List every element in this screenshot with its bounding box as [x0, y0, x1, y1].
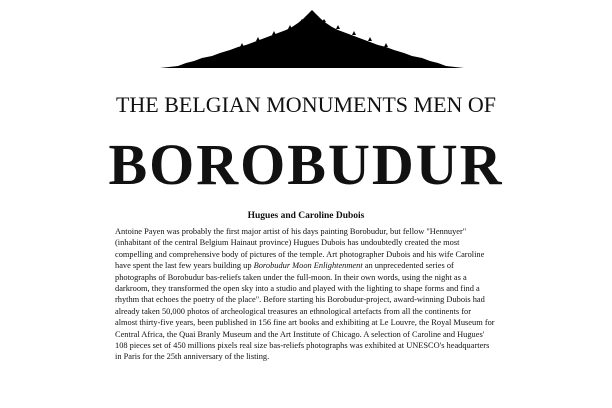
- page-title: BOROBUDUR: [108, 132, 504, 197]
- authors-byline: Hugues and Caroline Dubois: [247, 211, 365, 221]
- article-italic-title: Borobudur Moon Enlightenment: [253, 261, 363, 271]
- article-text-part-2: an unprecedented series of photographs of Borobudur bas-reliefs taken under the full-moon. In their own words, using the night as a darkroom, they transformed the open sky into a studio and played with the lighting to shape forms and find a rhythm that echoes the poetry of the place". Before starting his Borobudur-project, award-winning Dubois had already taken 50,000 photos of archeological treasures an ethnological artefacts from all the continents for almost thirty-five years, been published in 156 fine art books and exhibiting at Le Louvre, the Royal Museum for Central Africa, the Quai Branly Museum and the Art Institute of Chicago. A selection of Caroline and Hugues' 108 pieces set of 450 millions pixels real size bas-reliefs photographs was exhibited at UNESCO's headquarters in Paris for the 25th anniversary of the listing.: [115, 261, 495, 362]
- article-text-part-1: Antoine Payen was probably the first major artist of his days painting Borobudur, but fellow "Hennuyer" (inhabitant of the central Belgium Hainaut province) Hugues Dubois has undoubtedly created the most compelling and comprehensive body of pictures of the temple. Art photographer Dubois and his wife Caroline have spent the last few years building up: [115, 227, 485, 271]
- page-subtitle: THE BELGIAN MONUMENTS MEN OF: [115, 92, 497, 117]
- borobudur-temple-silhouette-icon: [160, 10, 464, 68]
- article-paragraph: [115, 226, 495, 363]
